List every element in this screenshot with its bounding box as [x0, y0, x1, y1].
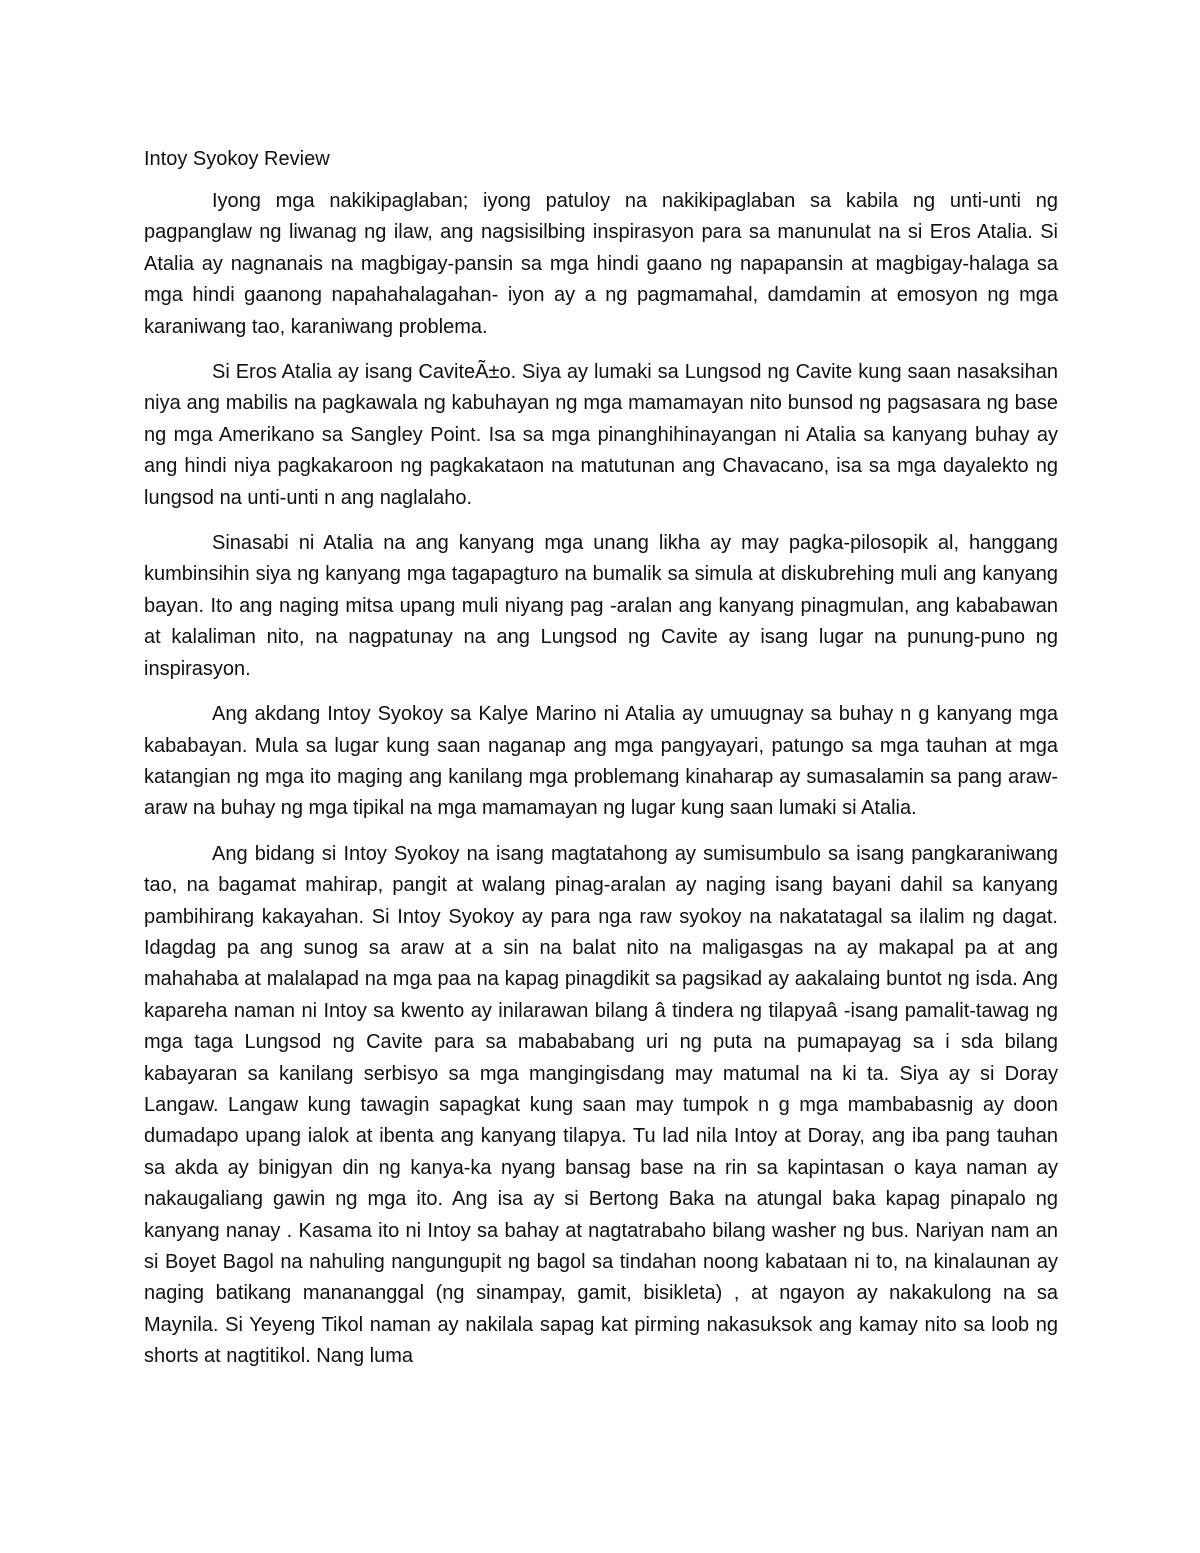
paragraph-early-works: Sinasabi ni Atalia na ang kanyang mga unang likha ay may pagka-pilosopik al, hanggang kumbinsihin siya ng kanyang mga tagapagturo na bumalik sa simula at diskubrehing muli ang kanyang bayan. Ito ang naging mitsa upang muli niyang pag -aralan ang kanyang pinagmulan, ang kababawan at kalaliman nito, na nagpatunay na ang Lungsod ng Cavite ay isang lugar na punung-puno ng inspirasyon. [144, 532, 1058, 680]
paragraph-intro: Iyong mga nakikipaglaban; iyong patuloy na nakikipaglaban sa kabila ng unti-unti ng pagpanglaw ng liwanag ng ilaw, ang nagsisilbing inspirasyon para sa manunulat na si Eros Atalia. Si Atalia ay nagnanais na magbigay-pansin sa mga hindi gaano ng napapansin at magbigay-halaga sa mga hindi gaanong napahahalagahan- iyon ay a ng pagmamahal, damdamin at emosyon ng mga karaniwang tao, karaniwang problema. [144, 190, 1058, 338]
paragraph-author-background: Si Eros Atalia ay isang CaviteÃ±o. Siya ay lumaki sa Lungsod ng Cavite kung saan nasaksihan niya ang mabilis na pagkawala ng kabuhayan ng mga mamamayan nito bunsod ng pagsasara ng base ng mga Amerikano sa Sangley Point. Isa sa mga pinanghihinayangan ni Atalia sa kanyang buhay ay ang hindi niya pagkakaroon ng pagkakataon na matutunan ang Chavacano, isa sa mga dayalekto ng lungsod na unti-unti n ang naglalaho. [144, 361, 1058, 509]
paragraph-story-connection: Ang akdang Intoy Syokoy sa Kalye Marino ni Atalia ay umuugnay sa buhay n g kanyang mga kababayan. Mula sa lugar kung saan naganap ang mga pangyayari, patungo sa mga tauhan at mga katangian ng mga ito maging ang kanilang mga problemang kinaharap ay sumasalamin sa pang araw-araw na buhay ng mga tipikal na mga mamamayan ng lugar kung saan lumaki si Atalia. [144, 703, 1058, 820]
document-title: Intoy Syokoy Review [144, 148, 330, 170]
document-body [144, 144, 1058, 1373]
paragraph-characters: Ang bidang si Intoy Syokoy na isang magtatahong ay sumisumbulo sa isang pangkaraniwang tao, na bagamat mahirap, pangit at walang pinag-aralan ay naging isang bayani dahil sa kanyang pambihirang kakayahan. Si Intoy Syokoy ay para nga raw syokoy na nakatatagal sa ilalim ng dagat. Idagdag pa ang sunog sa araw at a sin na balat nito na maligasgas na ay makapal pa at ang mahahaba at malalapad na mga paa na kapag pinagdikit sa pagsikad ay aakalaing buntot ng isda. Ang kapareha naman ni Intoy sa kwento ay inilarawan bilang â tindera ng tilapyaâ -isang pamalit-tawag ng mga taga Lungsod ng Cavite para sa mabababang uri ng puta na pumapayag sa i sda bilang kabayaran sa kanilang serbisyo sa mga mangingisdang may matumal na ki ta. Siya ay si Doray Langaw. Langaw kung tawagin sapagkat kung saan may tumpok n g mga mambabasnig ay doon dumadapo upang ialok at ibenta ang kanyang tilapya. Tu lad nila Intoy at Doray, ang iba pang tauhan sa akda ay binigyan din ng kanya-ka nyang bansag base na rin sa kapintasan o kaya naman ay nakaugaliang gawin ng mga ito. Ang isa ay si Bertong Baka na atungal baka kapag pinapalo ng kanyang nanay . Kasama ito ni Intoy sa bahay at nagtatrabaho bilang washer ng bus. Nariyan nam an si Boyet Bagol na nahuling nangungupit ng bagol sa tindahan noong kabataan ni to, na kinalaunan ay naging batikang manananggal (ng sinampay, gamit, bisikleta) , at ngayon ay nakakulong na sa Maynila. Si Yeyeng Tikol naman ay nakilala sapag kat pirming nakasuksok ang kamay nito sa loob ng shorts at nagtitikol. Nang luma [144, 842, 1058, 1368]
